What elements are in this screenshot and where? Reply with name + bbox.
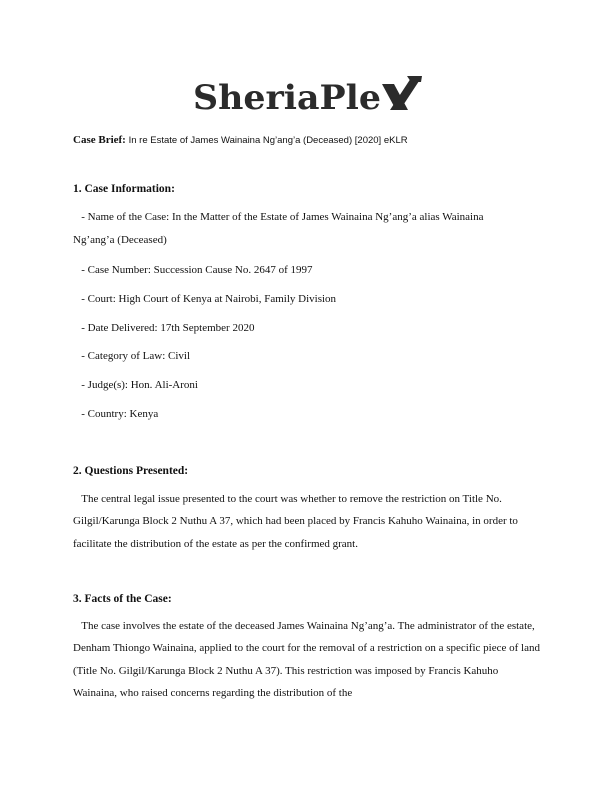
sheriaplex-logo — [193, 74, 423, 116]
questions-paragraph: The central legal issue presented to the court was whether to remove the restriction on Title No. Gilgil/Karunga Block 2 Nuthu A 37, which had been placed by Francis Kahuho Wainaina, in order to facilitate the distribution of the estate as per the confirmed grant. — [73, 493, 521, 550]
logo-wordmark-text: SheriaPle — [193, 78, 381, 116]
case-brief-label: Case Brief: — [73, 134, 126, 146]
case-brief-title: In re Estate of James Wainaina Ng’ang’a (Deceased) [2020] eKLR — [128, 135, 408, 146]
logo-x-mark-icon — [382, 76, 422, 110]
case-number: - Case Number: Succession Cause No. 2647 of 1997 — [73, 264, 313, 276]
logo-graphic — [193, 74, 423, 116]
category-of-law: - Category of Law: Civil — [73, 350, 191, 362]
case-name-line-1: - Name of the Case: In the Matter of the Estate of James Wainaina Ng’ang’a alias Wainaina — [73, 211, 484, 223]
case-brief-line — [73, 134, 408, 146]
facts-paragraph: The case involves the estate of the deceased James Wainaina Ng’ang’a. The administrator of the estate, Denham Thiongo Wainaina, applied to the court for the removal of a restriction on a specific piece of land (Title No. Gilgil/Karunga Block 2 Nuthu A 37). This restriction was imposed by Francis Kahuho Wainaina, who raised concerns regarding the distribution of the — [73, 620, 543, 699]
section-heading-facts-of-the-case: 3. Facts of the Case: — [73, 593, 172, 605]
section-heading-questions-presented: 2. Questions Presented: — [73, 465, 189, 477]
date-delivered: - Date Delivered: 17th September 2020 — [73, 322, 255, 334]
court: - Court: High Court of Kenya at Nairobi, Family Division — [73, 293, 337, 305]
case-name-line-2: Ng’ang’a (Deceased) — [73, 234, 167, 246]
judges: - Judge(s): Hon. Ali-Aroni — [73, 379, 198, 391]
section-heading-case-information: 1. Case Information: — [73, 183, 175, 195]
country: - Country: Kenya — [73, 408, 159, 420]
